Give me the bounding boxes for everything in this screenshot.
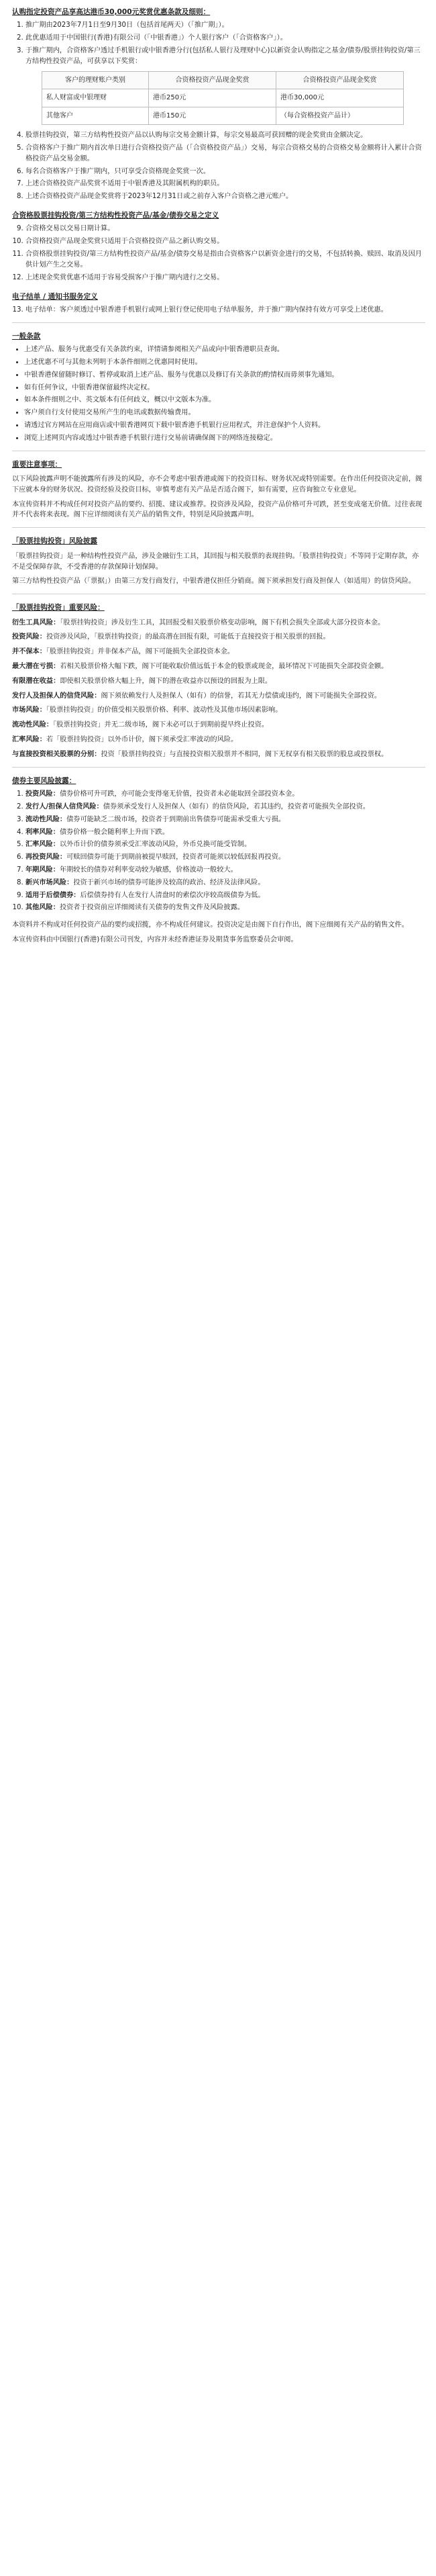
risk-item	[12, 632, 425, 643]
list-item: 13. 电子结单：客户须透过中银香港手机银行或网上银行登记使用电子结单服务，并于推广期内保持有效方可享受上述优惠。	[25, 305, 425, 316]
list-item: 10. 合资格投资产品现金奖赏只适用于合资格投资产品之新认购交易。	[25, 236, 425, 247]
risk-item	[12, 691, 425, 702]
list-item: • 浏览上述网页内容或透过中银香港手机银行进行交易前请确保阁下的网络连接稳定。	[24, 433, 425, 444]
risk-text: 「股票挂钩投资」涉及衍生工具，其回报受相关股票价格变动影响，阁下有机会损失全部或大部分投资本金。	[60, 618, 385, 627]
risk-text: 以外币计价的债券须承受汇率波动风险，外币兑换可能受管制。	[59, 841, 252, 849]
table-cell: 港币30,000元	[276, 89, 404, 107]
risk-item	[12, 720, 425, 731]
risk-heading: 衍生工具风险：	[12, 618, 60, 627]
page	[0, 0, 436, 963]
risk-heading: 再投资风险：	[25, 854, 67, 862]
list-item: 2. 此优惠适用于中国银行(香港)有限公司（「中银香港」）个人银行客户（「合资格客户」）。	[25, 33, 425, 44]
notice-title: 电子结单 / 通知书服务定义	[12, 292, 98, 301]
footer-notes	[12, 920, 425, 946]
definition-list	[12, 224, 425, 283]
risk-text: 债券价格一般会随利率上升而下跌。	[59, 828, 169, 836]
list-item	[25, 878, 425, 888]
bond-risks-list	[12, 789, 425, 913]
divider	[12, 767, 425, 768]
risk-heading: 年期风险：	[25, 866, 60, 874]
table-row	[42, 107, 404, 125]
risk-text: 投资涉及风险，「股票挂钩投资」的最高潜在回报有限，可能低于直接投资于相关股票的回报。	[46, 633, 330, 641]
eli-paragraph: 「股票挂钩投资」是一种结构性投资产品，涉及金融衍生工具，其回报与相关股票的表现挂钩。「股票挂钩投资」不等同于定期存款，亦不是受保障存款，不受香港的存款保障计划保障。	[12, 552, 419, 571]
risk-heading: 汇率风险：	[25, 841, 60, 849]
risk-heading: 最大潜在亏损：	[12, 662, 60, 670]
list-item: • 客户须自行支付使用交易所产生的电讯或数据传输费用。	[24, 408, 425, 418]
risk-text: 投资者于投资前应详细阅读有关债券的发售文件及风险披露。	[59, 904, 244, 912]
general-list	[12, 344, 425, 444]
risk-text: 债券价格可升可跌，亦可能会变得毫无价值，投资者未必能取回全部投资本金。	[59, 790, 299, 798]
campaign-list	[12, 20, 425, 202]
eli-risks-list	[12, 618, 425, 760]
table-header: 合资格投资产品现金奖赏	[276, 71, 404, 89]
table-header: 合资格投资产品现金奖赏	[149, 71, 276, 89]
list-item: 4. 股票挂钩投资，第三方结构性投资产品以认购每宗交易金额计算，每宗交易最高可获回赠的现金奖赏由金额决定。	[25, 130, 425, 141]
risk-heading: 其他风险：	[25, 904, 60, 912]
risk-heading: 有限潜在收益：	[12, 677, 60, 685]
risk-text: 债券可能缺乏二级市场，投资者于到期前出售债券可能需承受重大亏损。	[66, 815, 286, 823]
definition-title: 合资格股票挂钩投资/第三方结构性投资产品/基金/债券交易之定义	[12, 212, 219, 220]
risk-text: 阁下须依赖发行人及担保人（如有）的信誉，若其无力偿债或违约，阁下可能损失全部投资。	[101, 692, 382, 700]
list-item: 8. 上述合资格投资产品现金奖赏将于2023年12月31日或之前存入客户合资格之港元账户。	[25, 191, 425, 202]
risk-heading: 适用于后偿债券：	[25, 891, 80, 899]
list-item	[25, 815, 425, 825]
list-item: • 上述产品、服务与优惠受有关条款约束，详情请参阅相关产品或向中银香港职员查询。	[24, 344, 425, 355]
list-item: 7. 上述合资格投资产品奖赏不适用于中银香港及其附属机构的职员。	[25, 179, 425, 189]
list-item: 5. 合资格客户于推广期内首次单日进行合资格投资产品（「合资格投资产品」）交易，每宗合资格交易的合资格交易金额将计入累计合资格投资产品交易金额。	[25, 143, 425, 165]
list-item: 6. 每名合资格客户于推广期内，只可享受合资格现金奖赏一次。	[25, 167, 425, 177]
general-title: 一般条款	[12, 332, 41, 340]
list-item	[25, 46, 425, 125]
risk-heading: 投资风险：	[25, 790, 60, 798]
divider	[12, 527, 425, 528]
notice-list	[12, 305, 425, 316]
risk-heading: 投资风险：	[12, 633, 46, 641]
table-row	[42, 89, 404, 107]
risk-text: 年期较长的债券对利率变动较为敏感，价格波动一般较大。	[59, 866, 237, 874]
risk-text: 「股票挂钩投资」并非保本产品，阁下可能损失全部投资本金。	[46, 648, 235, 656]
table-cell: （每合资格投资产品计）	[276, 107, 404, 125]
risk-heading: 发行人/担保人信贷风险：	[25, 802, 103, 811]
reward-table	[42, 71, 404, 126]
risk-item	[12, 749, 425, 760]
bond-risks-title: 债券主要风险披露：	[12, 776, 76, 785]
divider	[12, 322, 425, 323]
table-cell: 港币150元	[149, 107, 276, 125]
list-item-text: 于推广期内，合资格客户透过手机银行或中银香港分行(包括私人银行及理财中心)以新资金认购指定之基金/债券/股票挂钩投资/第三方结构性投资产品，可获享以下奖赏：	[25, 47, 421, 65]
footer-paragraph: 本宣传资料由中国银行(香港)有限公司刊发，内容并未经香港证券及期货事务监察委员会审阅。	[12, 936, 298, 944]
risk-text: 若相关股票价格大幅下跌，阁下可能收取价值远低于本金的股票或现金，最坏情况下可能损失全部投资金额。	[60, 662, 388, 670]
list-item	[25, 827, 425, 838]
risk-text: 可赎回债券可能于到期前被提早赎回，投资者可能须以较低回报再投资。	[66, 854, 286, 862]
table-cell: 私人财富或中银理财	[42, 89, 149, 107]
risk-heading: 与直接投资相关股票的分别：	[12, 750, 101, 758]
risk-item	[12, 647, 425, 657]
risk-heading: 市场风险：	[12, 706, 46, 715]
campaign-title: 认购指定投资产品享高达港币30,000元奖赏优惠条款及细则：	[12, 8, 211, 16]
risk-item	[12, 705, 425, 716]
risk-text: 后偿债券持有人在发行人清盘时的索偿次序较高级债券为低。	[80, 891, 265, 899]
table-cell: 其他客户	[42, 107, 149, 125]
list-item: 9. 合资格交易以交易日期计算。	[25, 224, 425, 234]
risk-item	[12, 618, 425, 629]
important-title: 重要注意事项：	[12, 460, 62, 469]
table-header: 客户的理财账户类别	[42, 71, 149, 89]
list-item: 1. 推广期由2023年7月1日至9月30日（包括首尾两天）（「推广期」）。	[25, 20, 425, 31]
risk-heading: 发行人及担保人的信贷风险：	[12, 692, 101, 700]
risk-text: 投资「股票挂钩投资」与直接投资相关股票并不相同，阁下无权享有相关股票的股息或投票权。	[101, 750, 388, 758]
list-item	[25, 839, 425, 850]
important-paragraph: 以下风险披露声明不能披露所有涉及的风险，亦不会考虑中银香港或阁下的投资目标、财务状况或特别需要。在作出任何投资决定前，阁下应就本身的财务状况、投资经验及投资目标，审慎考虑有关产品是否适合阁下，如有需要，应咨询独立专业意见。	[12, 475, 423, 494]
risk-text: 「股票挂钩投资」并无二级市场，阁下未必可以于到期前提早终止投资。	[53, 721, 269, 729]
list-item: • 请透过官方网站在应用商店或中银香港网页下载中银香港手机银行应用程式，并注意保护个人资料。	[24, 420, 425, 431]
risk-text: 若「股票挂钩投资」以外币计价，阁下须承受汇率波动的风险。	[46, 736, 238, 744]
risk-text: 投资于新兴市场的债券可能涉及较高的政治、经济及法律风险。	[73, 878, 265, 886]
list-item: 11. 合资格股票挂钩投资/第三方结构性投资产品/基金/债券交易是指由合资格客户以新资金进行的交易，不包括转换、赎回、取消及因月供计划产生之交易。	[25, 249, 425, 271]
eli-title: 「股票挂钩投资」风险披露	[12, 537, 98, 546]
footer-paragraph: 本资料并不构成对任何投资产品的要约或招揽，亦不构成任何建议。投资决定是由阁下自行作出，阁下应细阅有关产品的销售文件。	[12, 921, 408, 929]
list-item: • 如本条件细则之中、英文版本有任何歧义，概以中文版本为准。	[24, 395, 425, 406]
list-item	[25, 852, 425, 863]
list-item: • 中银香港保留随时修订、暂停或取消上述产品、服务与优惠以及修订有关条款的酌情权而毋须事先通知。	[24, 370, 425, 381]
risk-heading: 流动性风险：	[25, 815, 67, 823]
eli-paragraph: 第三方结构性投资产品（「票据」）由第三方发行商发行，中银香港仅担任分销商。阁下须承担发行商及担保人（如适用）的信贷风险。	[12, 578, 416, 586]
list-item: 12. 上述现金奖赏优惠不适用于容易受损客户于推广期内进行之交易。	[25, 273, 425, 283]
risk-item	[12, 661, 425, 672]
risk-heading: 新兴市场风险：	[25, 878, 74, 886]
list-item	[25, 802, 425, 813]
risk-text: 债券须承受发行人及担保人（如有）的信贷风险，若其违约，投资者可能损失全部投资。	[103, 802, 370, 811]
risk-heading: 利率风险：	[25, 828, 60, 836]
risk-item	[12, 735, 425, 745]
list-item	[25, 865, 425, 876]
list-item	[25, 890, 425, 901]
risk-heading: 汇率风险：	[12, 736, 46, 744]
eli-risks-title: 「股票挂钩投资」重要风险：	[12, 604, 105, 612]
risk-item	[12, 676, 425, 687]
table-cell: 港币250元	[149, 89, 276, 107]
list-item	[25, 903, 425, 913]
risk-heading: 流动性风险：	[12, 721, 54, 729]
table-row	[42, 71, 404, 89]
list-item	[25, 789, 425, 800]
list-item: • 上述优惠不可与其他未列明于本条件细则之优惠同时使用。	[24, 357, 425, 368]
risk-heading: 并不保本：	[12, 648, 46, 656]
risk-text: 「股票挂钩投资」的价值受相关股票价格、利率、波动性及其他市场因素影响。	[46, 706, 282, 715]
risk-text: 即使相关股票价格大幅上升，阁下的潜在收益亦以预设的回报为上限。	[60, 677, 272, 685]
list-item: • 如有任何争议，中银香港保留最终决定权。	[24, 383, 425, 394]
important-paragraph: 本宣传资料并不构成任何对投资产品的要约、招揽、建议或推荐。投资涉及风险，投资产品价格可升可跌，甚至变成毫无价值。过往表现并不代表将来表现。阁下应详细阅读有关产品的销售文件，特别是风险披露声明。	[12, 500, 423, 519]
